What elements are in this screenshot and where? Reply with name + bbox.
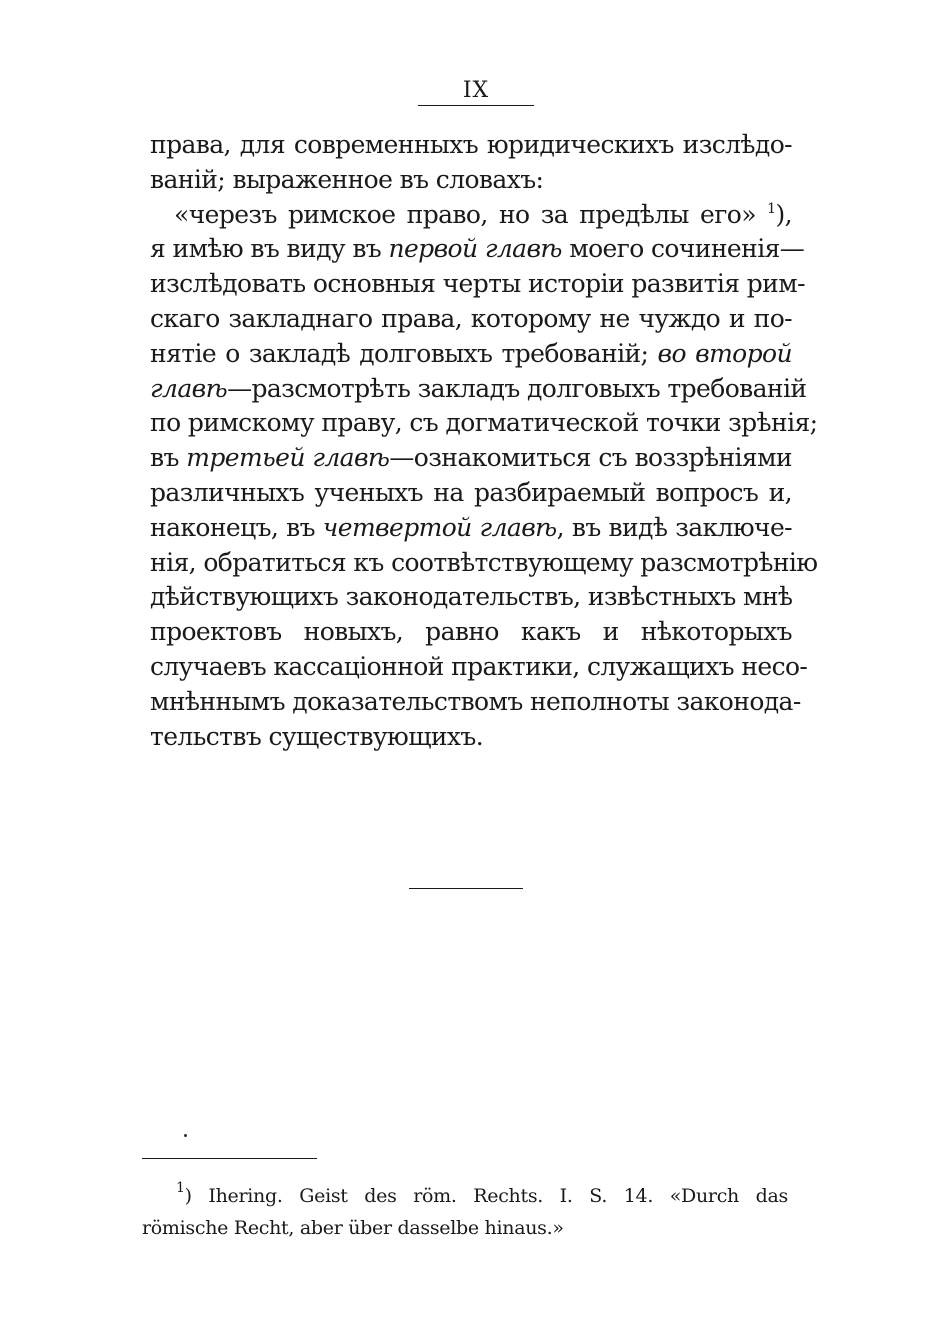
- footnote: [142, 1180, 788, 1244]
- main-text: [150, 128, 818, 754]
- print-speck: [184, 1134, 187, 1137]
- text-line: случаевъ кассаціонной практики, служащихъ несо-: [150, 651, 808, 681]
- emphasis-first-chapter: первой главѣ: [388, 234, 562, 264]
- text-line: ваній; выраженное въ словахъ:: [150, 164, 544, 194]
- text-line: я имѣю въ виду въ первой главѣ моего сочиненія—: [150, 234, 805, 264]
- footnote-reference: 1: [767, 200, 776, 217]
- text-line: проектовъ новыхъ, равно какъ и нѣкоторыхъ: [150, 617, 792, 647]
- text-line: наконецъ, въ четвертой главѣ, въ видѣ заключе-: [150, 512, 792, 542]
- text-line: тельствъ существующихъ.: [150, 721, 484, 751]
- emphasis-third-chapter: третьей главѣ: [186, 443, 390, 473]
- text-line: «черезъ римское право, но за предѣлы его» $^1$),: [174, 199, 792, 229]
- text-line: мнѣннымъ доказательствомъ неполноты законода-: [150, 686, 801, 716]
- footnote-line: $^1$) Ihering. Geist des röm. Rechts. I. S. 14. «Durch das: [176, 1180, 788, 1207]
- text-line: различныхъ ученыхъ на разбираемый вопросъ и,: [150, 477, 792, 507]
- text-line: скаго закладнаго права, которому не чуждо и по-: [150, 303, 792, 333]
- text-line: дѣйствующихъ законодательствъ, извѣстныхъ мнѣ: [150, 582, 793, 612]
- footnote-marker: 1: [176, 1180, 185, 1196]
- text-line: нія, обратиться къ соотвѣтствующему разсмотрѣнію: [150, 547, 818, 577]
- text-line: въ третьей главѣ—ознакомиться съ воззрѣніями: [150, 443, 792, 473]
- page-number: IX: [462, 78, 490, 103]
- emphasis-fourth-chapter: четвертой главѣ: [322, 512, 557, 542]
- text-line: по римскому праву, съ догматической точки зрѣнія;: [150, 408, 818, 438]
- text-line: права, для современныхъ юридическихъ изслѣдо-: [150, 130, 792, 159]
- footnote-rule: [142, 1158, 317, 1159]
- footnote-line: römische Recht, aber über dasselbe hinaus.»: [142, 1217, 564, 1239]
- text-line: главѣ—разсмотрѣть закладъ долговыхъ требованій: [150, 373, 807, 403]
- section-end-rule: [409, 888, 523, 889]
- text-line: изслѣдовать основныя черты исторіи развитія рим-: [150, 269, 805, 299]
- text-line: нятіе о закладѣ долговыхъ требованій; во второй: [150, 338, 792, 368]
- emphasis-second-chapter: во второй: [657, 338, 792, 368]
- emphasis-second-chapter-cont: главѣ: [150, 373, 228, 403]
- header-rule: [418, 105, 534, 106]
